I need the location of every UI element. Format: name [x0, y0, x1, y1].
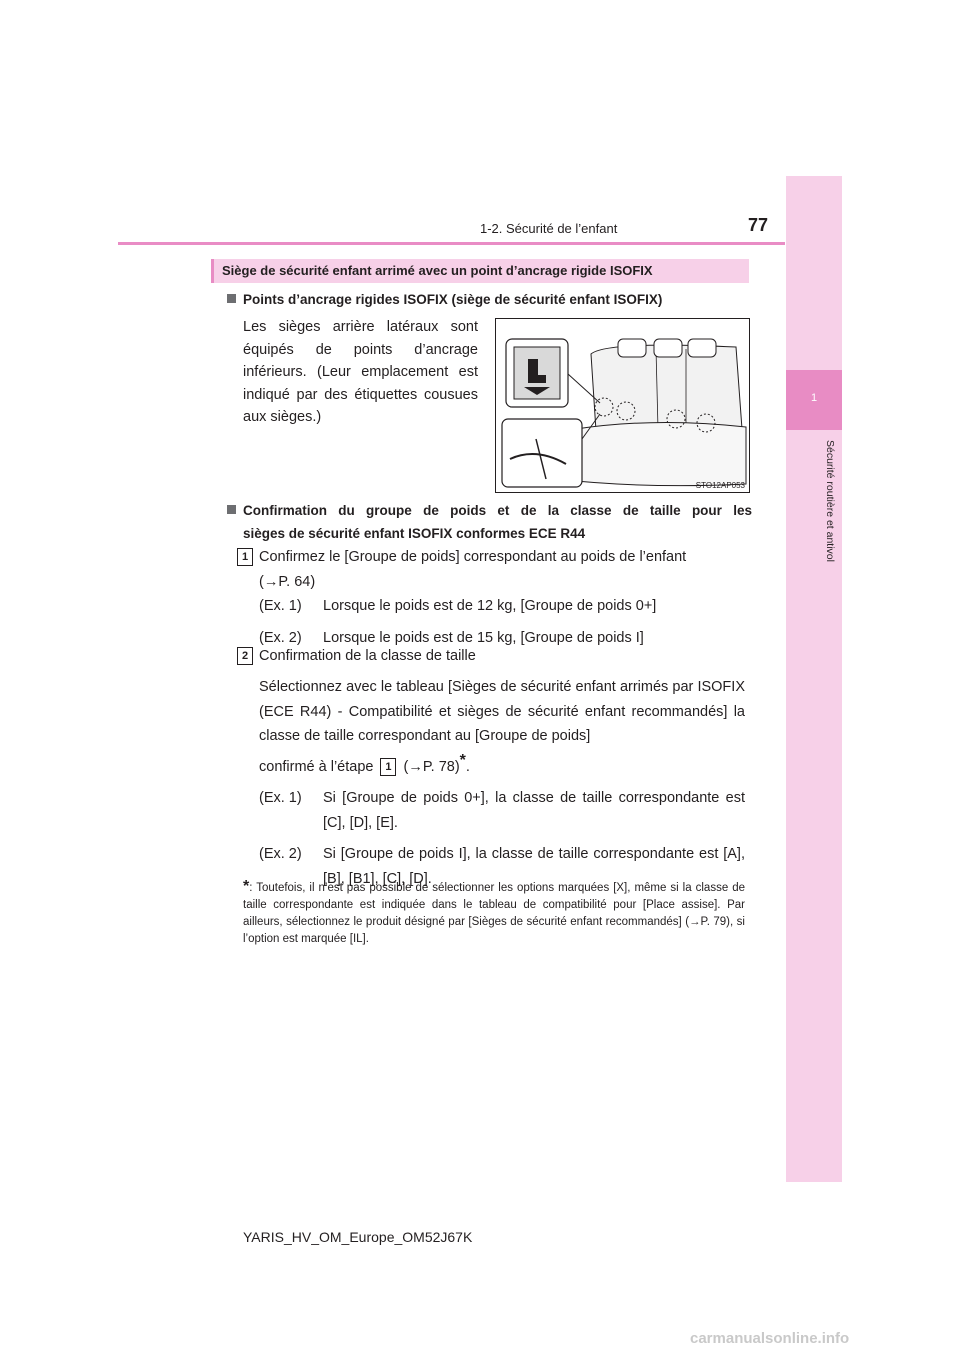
header-rule [118, 242, 785, 245]
example-row: (Ex. 1) Si [Groupe de poids 0+], la classe de taille correspondante est [C], [D], [E]. [259, 790, 745, 831]
header-section-title: 1-2. Sécurité de l’enfant [480, 221, 618, 236]
step-2-title: Confirmation de la classe de taille [259, 648, 476, 664]
step-1-text [259, 545, 751, 594]
footnote-marker: * [243, 878, 250, 895]
page-number: 77 [748, 215, 769, 235]
step-2-end-suffix: (→P. 78) [403, 758, 460, 775]
figure-code: STO12AP053 [695, 481, 745, 490]
square-bullet-icon [227, 294, 236, 303]
section2-heading [227, 499, 752, 545]
section1-text: Les sièges arrière latéraux sont équipés de points d’ancrage inférieurs. (Leur emplacement est indiqué par des étiquettes cousues aux sièges.) [243, 319, 478, 425]
footnote-ref: * [459, 751, 466, 769]
chapter-title: Sécurité routière et antivol [824, 440, 836, 562]
step-1-line2: (→P. 64) [259, 573, 316, 590]
step-2-badge: 2 [237, 646, 253, 665]
footnote-text: : Toutefois, il n’est pas possible de sélectionner les options marquées [X], même si la classe de taille correspondante est indiquée dans le tableau de compatibilité pour [Place assise]. Par ailleurs, sélectionnez le produit désigné par [Sièges de sécurité enfant recommandés] (→P. 79), si l’option est marquée [IL]. [243, 882, 745, 945]
rear-seat-isofix-icon [496, 319, 749, 492]
section1-heading [227, 288, 757, 311]
square-bullet-icon [227, 505, 236, 514]
section-banner: Siège de sécurité enfant arrimé avec un point d’ancrage rigide ISOFIX [211, 259, 749, 283]
example-row: (Ex. 2) Lorsque le poids est de 15 kg, [Groupe de poids I] [259, 629, 644, 646]
watermark: carmanualsonline.info [690, 1330, 850, 1347]
example-row: (Ex. 1) Lorsque le poids est de 12 kg, [Groupe de poids 0+] [259, 598, 657, 614]
footnote [243, 878, 745, 948]
step-1-badge: 1 [237, 547, 253, 566]
isofix-seat-illustration [495, 318, 750, 493]
chapter-number: 1 [810, 392, 818, 404]
chapter-side-tab [786, 176, 842, 1182]
example-row: (Ex. 2) Si [Groupe de poids I], la classe de taille correspondante est [A], [B], [B1], [C], [D]. [259, 846, 745, 887]
step-ref-badge: 1 [380, 758, 396, 776]
document-footer: YARIS_HV_OM_Europe_OM52J67K [243, 1229, 473, 1245]
section2-title-line1: Confirmation du groupe de poids et de la classe de taille pour les [243, 503, 752, 518]
step-2-text: Sélectionnez avec le tableau [Sièges de sécurité enfant arrimés par ISOFIX (ECE R44) - Compatibilité et sièges de sécurité enfant recommandés] la classe de taille correspondant au [Groupe de poids] confirmé à l’étape 1 (→P. 78)*. [259, 679, 745, 775]
section2-title-line2: sièges de sécurité enfant ISOFIX conformes ECE R44 [243, 526, 586, 541]
step-1-line1: Confirmez le [Groupe de poids] correspondant au poids de l’enfant [259, 549, 687, 565]
step-1-examples [259, 594, 751, 650]
step-2-end-prefix: confirmé à l’étape [259, 758, 374, 775]
step-2-examples [259, 786, 745, 891]
section1-title: Points d’ancrage rigides ISOFIX (siège de sécurité enfant ISOFIX) [243, 292, 663, 307]
step-2-body: Sélectionnez avec le tableau [Sièges de sécurité enfant arrimés par ISOFIX (ECE R44) - Compatibilité et sièges de sécurité enfant recommandés] la classe de taille correspondant au [Groupe de poids] [259, 679, 745, 744]
